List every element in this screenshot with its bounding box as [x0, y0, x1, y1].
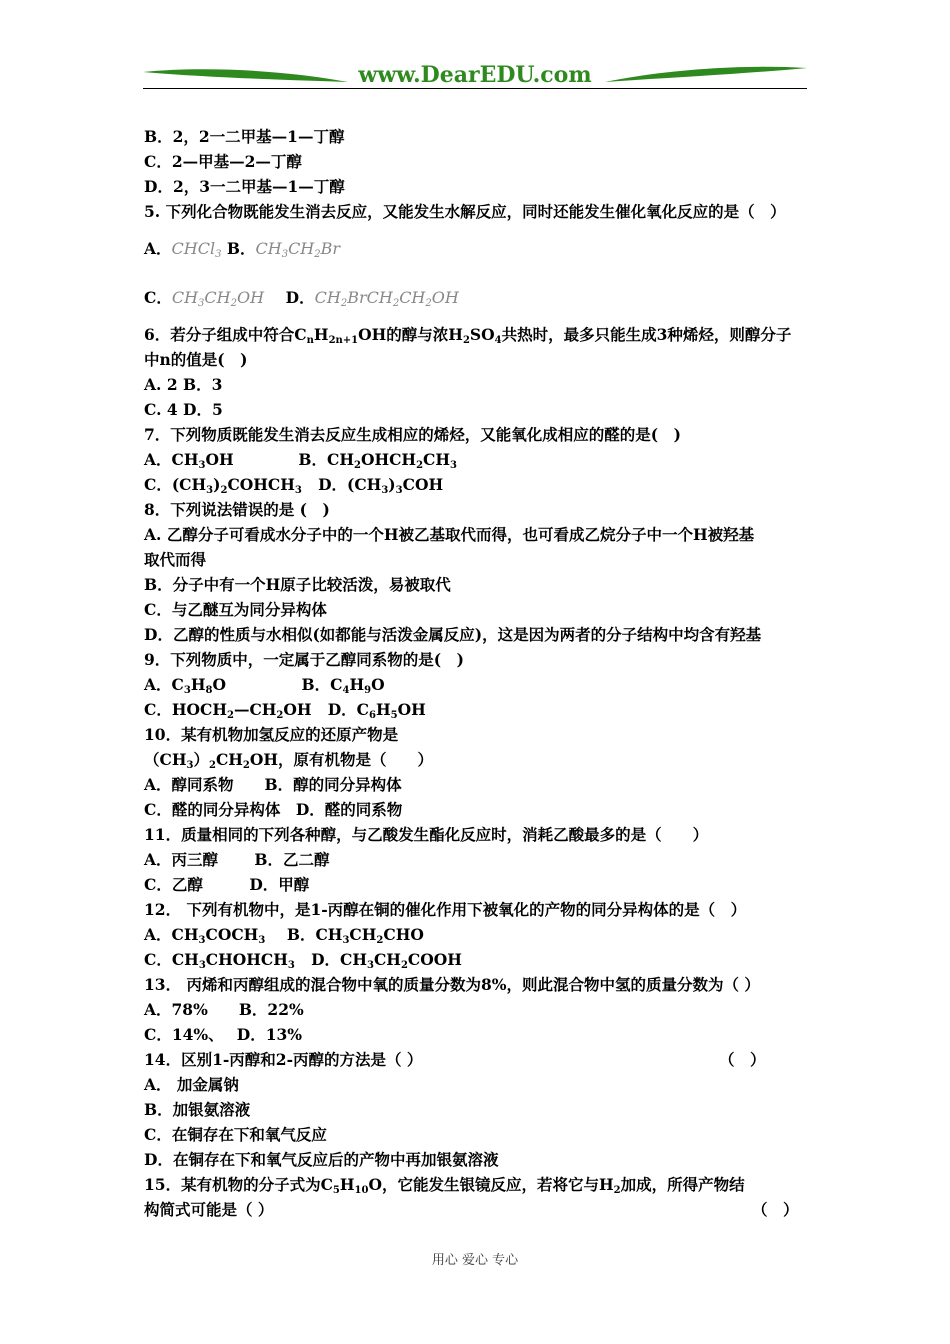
question-13: 13． 丙烯和丙醇组成的混合物中氧的质量分数为8%，则此混合物中氢的质量分数为（ ） — [144, 975, 760, 994]
text-line: A．醇同系物 B．醇的同分异构体 — [144, 775, 402, 794]
q5-options-ab: A．CHCl$_3$ B．$CH_3CH_2Br$ — [144, 239, 341, 260]
question-7: 7．下列物质既能发生消去反应生成相应的烯烃，又能氧化成相应的醛的是( ) — [144, 425, 681, 444]
question-8: 8．下列说法错误的是 ( ) — [144, 500, 330, 519]
q9-options-ab: A．$C_3H_8O$ B．$C_4H_9O$ — [144, 675, 385, 696]
text-line: A． 加金属钠 — [144, 1075, 239, 1094]
formula-ch3ch2oh: $CH_3CH_2OH$ — [171, 288, 265, 309]
text-line: C．与乙醚互为同分异构体 — [144, 600, 327, 619]
text-line: C．14%、 D．13% — [144, 1025, 303, 1044]
answer-bracket: （ ） — [719, 1050, 766, 1069]
text-line: D．在铜存在下和氧气反应后的产物中再加银氨溶液 — [144, 1150, 499, 1169]
text-line: B．分子中有一个H原子比较活泼，易被取代 — [144, 575, 451, 594]
text-line: A．78% B．22% — [144, 1000, 304, 1019]
text-line: 取代而得 — [144, 550, 207, 569]
question-9: 9．下列物质中，一定属于乙醇同系物的是( ) — [144, 650, 464, 669]
text-line: D．乙醇的性质与水相似(如都能与活泼金属反应)，这是因为两者的分子结构中均含有羟基 — [144, 625, 762, 644]
brand-logo[interactable]: www.DearEDU.com — [358, 62, 592, 88]
header-rule — [143, 88, 807, 89]
question-14: 14．区别1-丙醇和2-丙醇的方法是（ ） （ ） — [144, 1047, 808, 1072]
question-15-cont: 构简式可能是（ ） （ ） — [144, 1197, 808, 1222]
question-10: 10．某有机物加氢反应的还原产物是 — [144, 725, 399, 744]
text-line: C．醛的同分异构体 D．醛的同系物 — [144, 800, 403, 819]
document-body — [144, 124, 808, 1222]
question-11: 11．质量相同的下列各种醇，与乙酸发生酯化反应时，消耗乙酸最多的是（ ） — [144, 825, 709, 844]
q12-options-cd: C．$CH_3CHOHCH_3$ D．$CH_3CH_2COOH$ — [144, 950, 462, 971]
q12-options-ab: A．$CH_3COCH_3$ B．$CH_3CH_2CHO$ — [144, 925, 424, 946]
formula-chcl3: CHCl$_3$ — [171, 239, 222, 260]
text-line: 中n的值是( ) — [144, 350, 248, 369]
question-6: 6．若分子组成中符合$C_nH_{2n+1}OH$的醇与浓$H_2SO_4$共热时，最多只能生成3种烯烃，则醇分子 — [144, 325, 792, 346]
footer-slogan: 用心 爱心 专心 — [431, 1253, 519, 1268]
question-5: 5. 下列化合物既能发生消去反应，又能发生水解反应，同时还能发生催化氧化反应的是（ ） — [144, 202, 786, 221]
text-line: C．乙醇 D．甲醇 — [144, 875, 310, 894]
text-line: A. 2 B．3 — [144, 375, 223, 394]
text-line: C．在铜存在下和氧气反应 — [144, 1125, 327, 1144]
answer-bracket: （ ） — [752, 1200, 799, 1219]
text-line: A．丙三醇 B．乙二醇 — [144, 850, 330, 869]
formula-ch3ch2br: $CH_3CH_2Br$ — [255, 239, 341, 260]
q9-options-cd: C．$HOCH_2—CH_2OH$ D．$C_6H_5OH$ — [144, 700, 426, 721]
question-15: 15．某有机物的分子式为$C_5H_{10}O$，它能发生银镜反应，若将它与$H_2$加成，所得产物结 — [144, 1175, 745, 1196]
text-line: A. 乙醇分子可看成水分子中的一个H被乙基取代而得，也可看成乙烷分子中一个H被羟基 — [144, 525, 755, 544]
q5-options-cd: C．$CH_3CH_2OH$ D．$CH_2BrCH_2CH_2OH$ — [144, 288, 459, 309]
q10-formula: $(CH_3)_2CH_2OH$，原有机物是（ ） — [144, 750, 434, 771]
text-line: D．2，3一二甲基—1—丁醇 — [144, 177, 345, 196]
text-line: B．2，2一二甲基—1—丁醇 — [144, 127, 345, 146]
formula-ch2brch2ch2oh: $CH_2BrCH_2CH_2OH$ — [314, 288, 459, 309]
question-12: 12． 下列有机物中，是1-丙醇在铜的催化作用下被氧化的产物的同分异构体的是（ ） — [144, 900, 747, 919]
q7-options-ab: A．$CH_3OH$ B．$CH_2OHCH_2CH_3$ — [144, 450, 457, 471]
text-line: B．加银氨溶液 — [144, 1100, 251, 1119]
q7-options-cd: C．$(CH_3)_2COHCH_3$ D．$(CH_3)_3COH$ — [144, 475, 444, 496]
text-line: C. 4 D．5 — [144, 400, 223, 419]
text-line: C．2—甲基—2—丁醇 — [144, 152, 302, 171]
